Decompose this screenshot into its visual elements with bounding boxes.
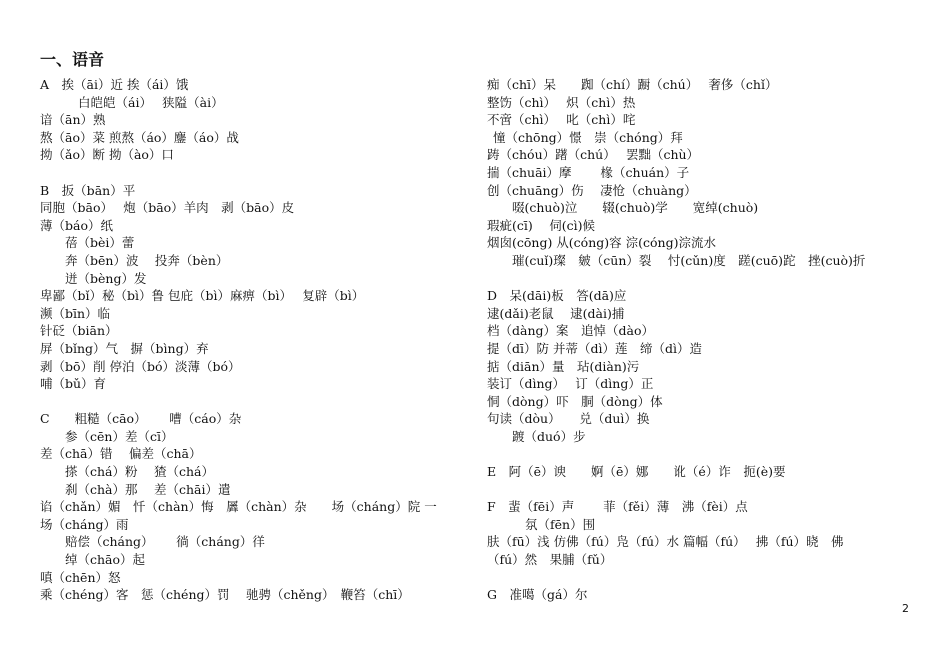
text-line: 差（chā）错 偏差（chā）: [40, 446, 202, 462]
text-line: 痴（chī）呆 踟（chí）蹰（chú） 奢侈（chǐ）: [487, 77, 778, 92]
text-line: 谙（ān）熟: [40, 112, 106, 128]
text-line: 蓓（bèi）蕾: [65, 235, 135, 251]
text-line: C 粗糙（cāo） 嘈（cáo）杂: [40, 411, 242, 427]
text-line: （fú）然 果脯（fǔ）: [487, 552, 613, 568]
text-line: 踌（chóu）躇（chú） 罢黜（chù）: [487, 147, 700, 163]
text-line: 白皑皑（ái） 狭隘（ài）: [78, 94, 224, 110]
text-line: 恫（dòng）吓 胴（dòng）体: [487, 393, 663, 409]
text-line: 嗔（chēn）怒: [40, 569, 121, 585]
text-line: 整饬（chì） 炽（chì）热: [487, 94, 636, 110]
text-line: 逮(dǎi)老鼠 逮(dài)捕: [487, 305, 625, 321]
text-line: 掂（diān）量 玷(diàn)污: [487, 358, 640, 374]
text-line: E 阿（ē）谀 婀（ē）娜 讹（é）诈 扼(è)要: [487, 464, 786, 480]
text-line: 薄（báo）纸: [40, 217, 113, 233]
text-line: 装订（dìng） 订（dìng）正: [487, 376, 654, 392]
text-line: 剥（bō）削 停泊（bó）淡薄（bó）: [40, 358, 241, 374]
text-line: [487, 569, 907, 587]
text-line: 不啻（chì） 叱（chì）咤: [487, 112, 636, 128]
text-line: 熬（āo）菜 煎熬（áo）鏖（áo）战: [40, 129, 239, 145]
text-line: 瑕疵(cī) 伺(cì)候: [487, 217, 595, 233]
text-line: 赔偿（cháng） 徜（cháng）徉: [65, 534, 265, 550]
text-line: 场（cháng）雨: [40, 516, 129, 532]
text-line: G 准噶（gá）尔: [487, 587, 588, 603]
text-line: B 扳（bān）平: [40, 182, 136, 198]
text-line: D 呆(dāi)板 答(dā)应: [487, 288, 627, 304]
text-line: 谄（chǎn）媚 忏（chàn）悔 羼（chàn）杂 场（cháng）院 一: [40, 499, 437, 515]
text-line: 啜(chuò)泣 辍(chuò)学 宽绰(chuò): [512, 200, 759, 216]
text-line: 璀(cuǐ)璨 皴（cūn）裂 忖(cǔn)度 蹉(cuō)跎 挫(cuò)折: [512, 252, 866, 268]
text-line: 踱（duó）步: [512, 428, 586, 444]
text-line: [40, 393, 462, 411]
text-line: 搽（chá）粉 猹（chá）: [65, 464, 214, 480]
text-line: 哺（bǔ）育: [40, 376, 107, 392]
text-line: 揣（chuāi）摩 椽（chuán）子: [487, 164, 690, 180]
text-line: A 挨（āi）近 挨（ái）饿: [40, 77, 189, 92]
text-line: 卑鄙（bǐ）秘（bì）鲁 包庇（bì）麻痹（bì） 复辟（bì）: [40, 288, 365, 304]
text-line: [487, 481, 907, 499]
text-line: F 蜚（fēi）声 菲（fěi）薄 沸（fèi）点: [487, 499, 748, 515]
text-line: 句读（dòu） 兑（duì）换: [487, 411, 650, 427]
text-line: 濒（bīn）临: [40, 305, 111, 321]
text-line: 烟囱(cōng) 从(cóng)容 淙(cóng)淙流水: [487, 235, 716, 251]
text-line: 奔（bēn）波 投奔（bèn）: [65, 252, 229, 268]
text-line: 迸（bèng）发: [65, 270, 147, 286]
right-column: [487, 76, 907, 604]
text-line: 刹（chà）那 差（chāi）遣: [65, 481, 231, 497]
left-column: [40, 76, 462, 604]
text-line: [487, 270, 907, 288]
text-line: 氛（fēn）围: [525, 516, 596, 532]
text-line: 同胞（bāo） 炮（bāo）羊肉 剥（bāo）皮: [40, 200, 295, 216]
text-line: 拗（ǎo）断 拗（ào）口: [40, 147, 174, 163]
text-line: 参（cēn）差（cī）: [65, 428, 174, 444]
text-line: 针砭（biān）: [40, 323, 118, 339]
text-line: 乘（chéng）客 惩（chéng）罚 驰骋（chěng） 鞭笞（chī）: [40, 587, 410, 603]
text-line: 屏（bǐng）气 摒（bìng）弃: [40, 340, 209, 356]
text-line: [487, 445, 907, 463]
text-line: 憧（chōng）憬 崇（chóng）拜: [493, 129, 683, 145]
text-line: 档（dàng）案 追悼（dào）: [487, 323, 654, 339]
text-line: 提（dī）防 并蒂（dì）莲 缔（dì）造: [487, 340, 702, 356]
section-heading: 一、语音: [40, 50, 105, 69]
text-line: [40, 164, 462, 182]
text-line: 肤（fū）浅 仿佛（fú）凫（fú）水 篇幅（fú） 拂（fú）晓 佛: [487, 534, 844, 550]
page-number: 2: [902, 602, 909, 615]
text-line: 绰（chāo）起: [65, 552, 146, 568]
text-line: 创（chuāng）伤 凄怆（chuàng）: [487, 182, 697, 198]
